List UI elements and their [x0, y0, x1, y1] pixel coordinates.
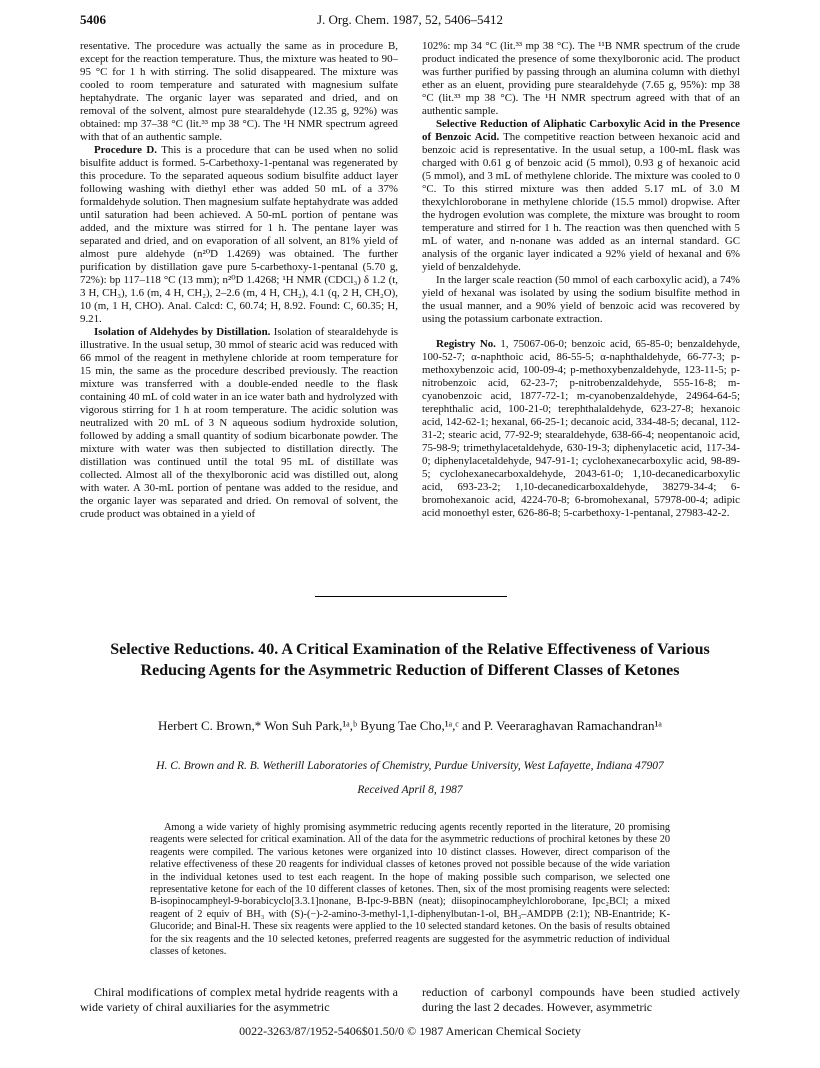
paragraph-text: This is a procedure that can be used when no solid bisulfite adduct is formed. 5-Carbethoxy-1-pentanal was regenerated by this procedure. To the separated aqueous sodium bisulfite adduct layer following washing with diethyl ether was added 50 mL of a 37% formaldehyde solution. Then magnesium sulfate heptahydrate was added until saturation had been achieved. A 50-mL portion of pentane was added, and the mixture was stirred for 1 h. The pentane layer was separated and dried, and on evaporation of all solvent, an 81% yield of almost pure aldehyde (n²⁰D 1.4269) was obtained. The further purification by distillation gave pure 5-carbethoxy-1-pentanal (5.70 g, 72%): bp 117–118 °C (13 mm); n²⁰D 1.4268; ¹H NMR (CDCl₃) δ 1.2 (t, 3 H, CH₃), 1.6 (m, 4 H, CH₂), 2–2.6 (m, 4 H, CH₂), 4.1 (q, 2 H, CH₂O), 10 (m, 1 H, CHO). Anal. Calcd: C, 60.74; H, 8.92. Found: C, 60.35; H, 9.21.	[80, 144, 399, 325]
running-header	[80, 12, 740, 30]
paragraph: 102%: mp 34 °C (lit.³³ mp 38 °C). The ¹¹B NMR spectrum of the crude product indicated the presence of some thexylboronic acid. The product was further purified by passing through an alumina column with diethyl ether as an eluent, providing pure stearaldehyde (7.65 g, 95%): mp 38 °C (lit.³³ mp 38 °C). The ¹H NMR spectrum agreed with that of an authentic sample.	[422, 40, 740, 117]
paragraph: resentative. The procedure was actually the same as in procedure B, except for the reaction temperature. Thus, the mixture was heated to 90–95 °C for 1 h with stirring. The solid disappeared. The mixture was cooled to room temperature and saturated with magnesium sulfate heptahydrate. The organic layer was separated and dried, and on removal of the solvent, almost pure stearaldehyde (12.35 g, 92%) was obtained: mp 37–38 °C (lit.³³ mp 38 °C). The ¹H NMR spectrum agreed with that of an authentic sample.	[80, 40, 398, 143]
left-column	[80, 40, 398, 521]
paragraph-heading: Isolation of Aldehydes by Distillation.	[94, 326, 271, 338]
copyright-footer: 0022-3263/87/1952-5406$01.50/0 © 1987 American Chemical Society	[239, 1024, 581, 1038]
intro-text-right: reduction of carbonyl compounds have been studied actively during the last 2 decades. However, asymmetric	[422, 985, 740, 1014]
intro-text-left: Chiral modifications of complex metal hydride reagents with a wide variety of chiral auxiliaries for the asymmetric	[80, 985, 398, 1014]
article-authors: Herbert C. Brown,* Won Suh Park,¹ᵃ,ᵇ Byung Tae Cho,¹ᵃ,ᶜ and P. Veeraraghavan Ramachandran¹ᵃ	[158, 718, 662, 733]
registry-text: 1, 75067-06-0; benzoic acid, 65-85-0; benzaldehyde, 100-52-7; α-naphthoic acid, 86-55-5; α-naphthaldehyde, 66-77-3; p-methoxybenzoic acid, 100-09-4; p-methoxybenzaldehyde, 123-11-5; p-nitrobenzoic acid, 62-23-7; p-nitrobenzaldehyde, 555-16-8; m-cyanobenzoic acid, 1877-72-1; m-cyanobenzaldehyde, 24964-64-5; terephthalic acid, 100-21-0; terephthalaldehyde, 623-27-8; hexanoic acid, 142-62-1; hexanal, 66-25-1; decanoic acid, 334-48-5; decanal, 112-31-2; stearic acid, 77-92-9; stearaldehyde, 638-66-4; neopentanoic acid, 75-98-9; trimethylacetaldehyde, 630-19-3; diphenylacetic acid, 117-34-0; diphenylacetaldehyde, 947-91-1; cyclohexanecarboxylic acid, 98-89-5; cyclohexanecarboxaldehyde, 2043-61-0; 1,10-decanedicarboxylic acid, 693-23-2; 1,10-decanedicarboxaldehyde, 38279-34-4; 6-bromohexanoic acid, 4224-70-8; 6-bromohexanal, 57978-00-4; adipic acid monoethyl ester, 626-86-8; 5-carbethoxy-1-pentanal, 27983-42-2.	[422, 338, 740, 519]
paragraph	[80, 144, 398, 326]
section-divider	[315, 596, 507, 597]
paragraph-heading: Selective Reduction of Aliphatic Carboxylic Acid in the Presence of Benzoic Acid.	[422, 118, 740, 143]
abstract: Among a wide variety of highly promising asymmetric reducing agents recently reported in the literature, 20 promising reagents were selected for critical examination. All of the data for the asymmetric reductions of prochiral ketones by these 20 reagents were compiled. The various ketones were organized into 10 distinct classes. However, direct comparison of the relative effectiveness of these 20 reagents for individual classes of ketones proved not possible because of the wide variation in the individual ketones used to test each reagent. In the hope of making possible such comparison, we selected one representative ketone for each of the 10 different classes of ketones. Then, six of the most promising reagents were selected: B-isopinocampheyl-9-borabicyclo[3.3.1]nonane, B-Ipc-9-BBN (neat); diisopinocampheylchloroborane, Ipc₂BCl; a mixed reagent of 2 equiv of BH₃ with (S)-(−)-2-amino-3-methyl-1,1-diphenylbutan-1-ol, BH₃–AMDPB (2:1); NB-Enantride; K-Glucoride; and Binal-H. These six reagents were applied to the 10 selected standard ketones. On the basis of results obtained for the six reagents and the 10 selected ketones, preferred reagents are suggested for the asymmetric reduction of individual classes of ketones.	[150, 822, 670, 958]
paragraph-text: Isolation of stearaldehyde is illustrative. In the usual setup, 30 mmol of stearic acid was reduced with 66 mmol of the reagent in methylene chloride at room temperature for 15 min, the same as the procedure described previously. The reaction mixture was transferred with a double-ended needle to the flask containing 40 mL of cold water in an ice water bath and hydrolyzed with vigorous stirring for 1 h at room temperature. The acidic solution was neutralized with 20 mL of 3 N aqueous sodium hydroxide solution, followed by adding a small quantity of sodium bicarbonate powder. The mixture with water was then subjected to distillation directly. The distillation was continued until the total 95 mL of distillate was collected. Almost all of the thexylboronic acid was distilled out, along with water. A 30-mL portion of pentane was added to the residue, and the organic layer was separated and dried. On removal of solvent, the crude product was obtained in a yield of	[80, 326, 398, 520]
paragraph-text: The competitive reaction between hexanoic acid and benzoic acid is representative. In the usual setup, a 100-mL flask was charged with 0.61 g of benzoic acid (5 mmol), 0.93 g of hexanoic acid (5 mmol), and 3 mL of methylene chloride. The mixture was cooled to 0 °C. To this stirred mixture was then added 5.17 mL of 3.0 M thexylchloroborane in methylene chloride (15.5 mmol) dropwise. After the hydrogen evolution was complete, the mixture was brought to room temperature and stirred for 1 h. The reaction was then quenched with 5 mL of water, and n-nonane was added as an internal standard. GC analysis of the organic layer indicated a 92% yield of hexanal and 6% yield of benzaldehyde.	[422, 131, 740, 273]
received-date: Received April 8, 1987	[357, 784, 463, 796]
paragraph	[80, 326, 398, 521]
paragraph: In the larger scale reaction (50 mmol of each carboxylic acid), a 74% yield of hexanal was isolated by using the sodium bisulfite method in the usual manner, and a 90% yield of benzoic acid was recovered by using the potassium carbonate extraction.	[422, 274, 740, 325]
right-column	[422, 40, 740, 520]
registry-heading: Registry No.	[436, 338, 496, 350]
paragraph	[422, 118, 740, 274]
author-affiliation: H. C. Brown and R. B. Wetherill Laboratories of Chemistry, Purdue University, West Lafayette, Indiana 47907	[156, 760, 664, 772]
page-number: 5406	[80, 12, 106, 27]
registry-numbers	[422, 338, 740, 520]
paragraph-heading: Procedure D.	[94, 144, 158, 156]
journal-citation: J. Org. Chem. 1987, 52, 5406–5412	[316, 12, 504, 27]
article-title: Selective Reductions. 40. A Critical Examination of the Relative Effectiveness of Various Reducing Agents for the Asymmetric Reduction of Different Classes of Ketones	[110, 641, 710, 679]
